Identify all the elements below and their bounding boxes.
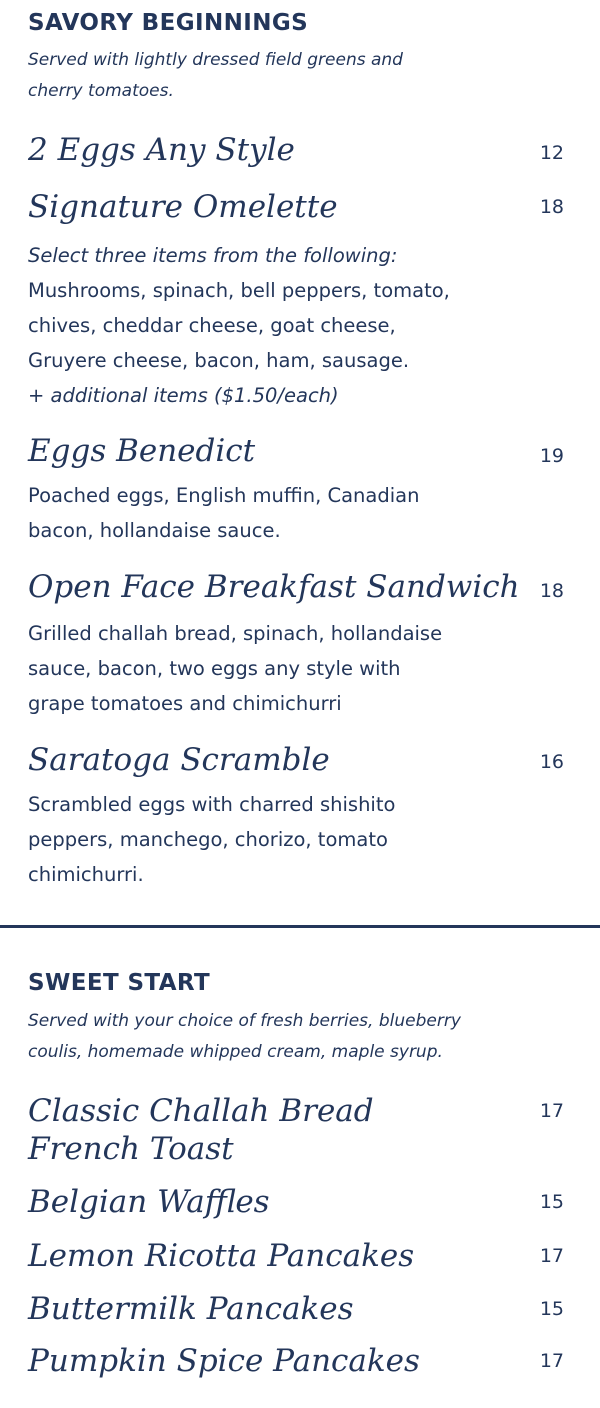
section-title-sweet: SWEET START [28,970,211,996]
menu-item-description: Scrambled eggs with charred shishito peppers, manchego, chorizo, tomato chimichurri. [28,793,396,886]
menu-item-price: 19 [539,445,564,467]
menu-item-price: 18 [539,196,564,218]
menu-item-description: Select three items from the following: Mushrooms, spinach, bell peppers, tomato, chives, cheddar cheese, goat cheese, Gruyere cheese, bacon, ham, sausage. + additional items ($1.50/each) [28,244,450,407]
menu-item-name: Buttermilk Pancakes [28,1291,354,1327]
menu-item-name: Classic Challah Bread French Toast [28,1093,374,1167]
menu-item-price: 17 [539,1245,564,1267]
menu-item-name: Belgian Waffles [28,1184,270,1220]
menu-item-name: Eggs Benedict [28,433,256,469]
menu-item-description: Grilled challah bread, spinach, hollandaise sauce, bacon, two eggs any style with grape tomatoes and chimichurri [28,622,443,715]
section-subtitle-savory: Served with lightly dressed field greens and cherry tomatoes. [28,50,403,101]
menu-item-description: Poached eggs, English muffin, Canadian bacon, hollandaise sauce. [28,484,420,542]
section-subtitle-sweet: Served with your choice of fresh berries, blueberry coulis, homemade whipped cream, maple syrup. [28,1011,461,1062]
menu-item-name: 2 Eggs Any Style [28,132,295,168]
menu-item-price: 17 [539,1100,564,1122]
menu-item-price: 12 [539,142,564,164]
menu-item-name: Saratoga Scramble [28,742,330,778]
menu-item-name: Open Face Breakfast Sandwich [28,569,520,605]
menu-item-price: 15 [539,1191,564,1213]
menu-item-name: Signature Omelette [28,189,338,225]
section-title-savory: SAVORY BEGINNINGS [28,10,309,36]
menu-item-name: Pumpkin Spice Pancakes [28,1343,420,1379]
section-divider [0,925,600,928]
menu-item-name: Lemon Ricotta Pancakes [28,1238,415,1274]
menu-item-price: 18 [539,580,564,602]
menu-item-price: 15 [539,1298,564,1320]
menu-item-price: 17 [539,1350,564,1372]
menu-item-price: 16 [539,751,564,773]
